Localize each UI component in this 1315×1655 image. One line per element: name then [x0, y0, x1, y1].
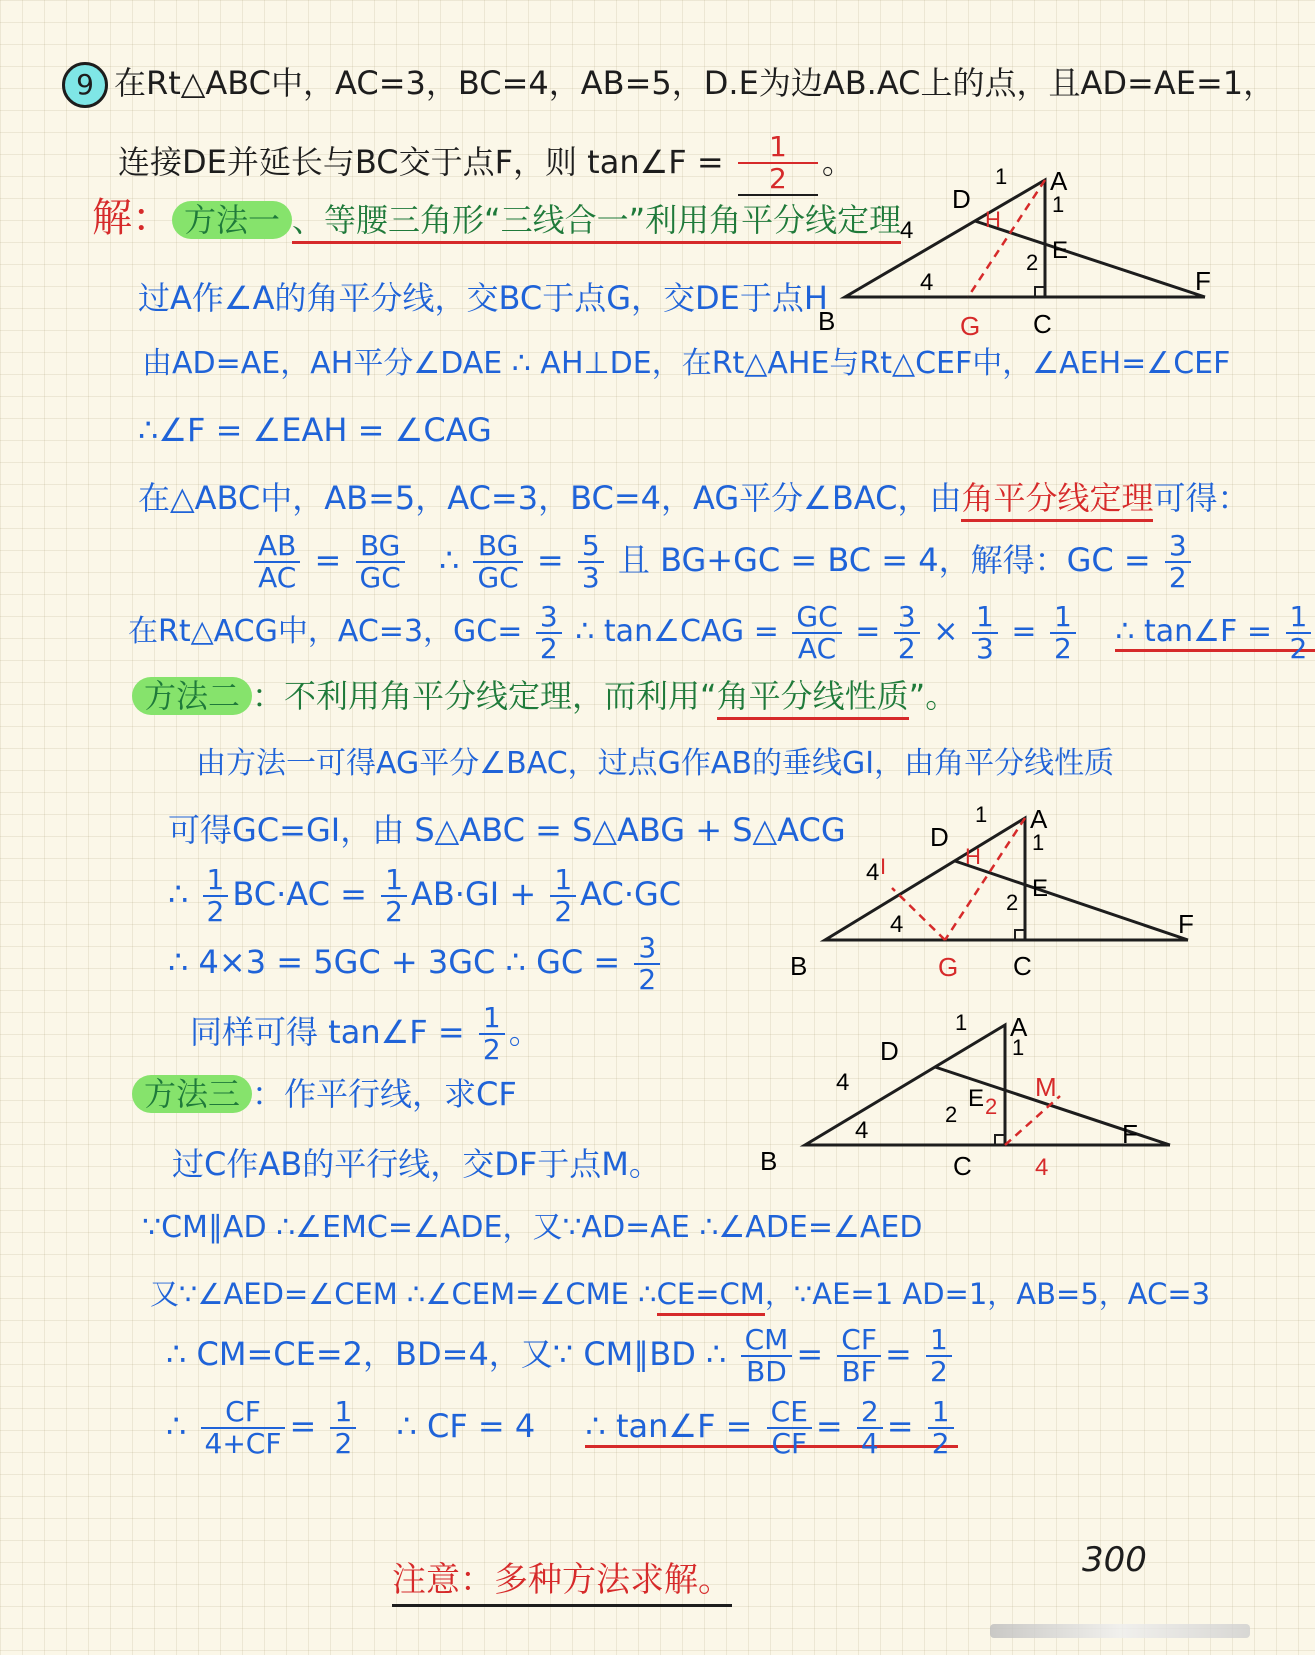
fig3-len-CF: 4 [1035, 1154, 1049, 1181]
method1-line-3: ∴∠F = ∠EAH = ∠CAG [138, 411, 492, 449]
method1-line-4: 在△ABC中，AB=5，AC=3，BC=4，AG平分∠BAC，由角平分线定理可得： [138, 478, 1249, 518]
problem-number: 9 [62, 62, 108, 108]
fig1-label-G: G [960, 311, 981, 341]
method2-line-4: ∴ 4×3 = 5GC + 3GC ∴ GC = $\frac{3}{2}$ [168, 930, 664, 994]
answer-fraction: $\frac{1}{2}$ [738, 132, 818, 196]
fig3-len-EC: 2 [945, 1102, 958, 1127]
fig1-len-AD: 1 [995, 164, 1008, 189]
method2-title: ：不利用角平分线定理，而利用“ [252, 677, 717, 715]
method1-line-1: 过A作∠A的角平分线，交BC于点G，交DE于点H [138, 279, 828, 317]
problem-text-1: 在Rt△ABC中，AC=3，BC=4，AB=5，D.E为边AB.AC上的点，且AD=AE=1， [114, 64, 1276, 102]
fig1-label-E: E [1052, 237, 1069, 264]
method3-result: ∴ tan∠F = $\frac{CE}{CF}$ = $\frac{2}{4}$ = $\frac{1}{2}$ [585, 1407, 957, 1448]
angle-bisector-theorem: 角平分线定理 [961, 479, 1153, 522]
jie-label: 解： [92, 195, 172, 241]
method3-tag: 方法三 [132, 1075, 252, 1113]
fig3-label-F: F [1122, 1119, 1138, 1149]
fig2-label-C: C [1013, 951, 1032, 981]
problem-text-2: 连接DE并延长与BC交于点F，则 tan∠F = [118, 143, 724, 181]
method1-tag: 方法一 [172, 201, 292, 239]
method3-line-1: 过C作AB的平行线，交DF于点M。 [172, 1145, 661, 1183]
fig2-len-EC: 2 [1006, 890, 1019, 915]
figure-3 [760, 1010, 1220, 1190]
problem-line-2 [118, 132, 854, 196]
fig1-label-H: H [985, 207, 1001, 232]
fig1-label-B: B [818, 306, 836, 336]
fig1-label-C: C [1033, 309, 1052, 339]
method3-title: ：作平行线，求CF [252, 1075, 517, 1113]
method2-line-2: 可得GC=GI，由 S△ABC = S△ABG + S△ACG [168, 811, 846, 849]
problem-line-1 [62, 62, 1275, 108]
fig2-label-A: A [1030, 804, 1048, 834]
method2-line-1: 由方法一可得AG平分∠BAC，过点G作AB的垂线GI，由角平分线性质 [196, 746, 1115, 781]
fig2-label-E: E [1032, 875, 1049, 902]
fig3-len-BC: 4 [855, 1117, 869, 1144]
method3-heading [132, 1074, 517, 1114]
fig2-label-F: F [1178, 909, 1194, 939]
fig2-label-D: D [930, 822, 949, 852]
fig1-len-BG: 4 [920, 269, 934, 296]
method1-line-2: 由AD=AE，AH平分∠DAE ∴ AH⊥DE，在Rt△AHE与Rt△CEF中，∠AEH=∠CEF [142, 346, 1231, 381]
fig1-label-D: D [952, 184, 971, 214]
fig3-label-C: C [953, 1151, 972, 1181]
fig3-len-CM: 2 [985, 1094, 998, 1119]
problem-end: 。 [821, 143, 854, 181]
method3-line-2: ∵CM∥AD ∴∠EMC=∠ADE，又∵AD=AE ∴∠ADE=∠AED [142, 1210, 923, 1245]
method2-heading: 方法二 ：不利用角平分线定理，而利用“角平分线性质”。 [132, 676, 957, 716]
ce-equals-cm: CE=CM [657, 1277, 765, 1316]
method1-title: 、等腰三角形“三线合一”利用角平分线定理 [292, 201, 901, 244]
fig1-label-A: A [1050, 166, 1068, 196]
watermark-bar [990, 1624, 1250, 1638]
figure-1 [800, 160, 1240, 350]
fig3-label-M: M [1035, 1072, 1057, 1102]
method3-line-4: ∴ CM=CE=2，BD=4，又∵ CM∥BD ∴ $\frac{CM}{BD}$ = $\frac{CF}{BF}$ = $\frac{1}{2}$ [166, 1322, 956, 1386]
fig2-label-I: I [880, 854, 887, 879]
fig2-len-AD: 1 [975, 802, 988, 827]
fig1-len-EC: 2 [1026, 250, 1039, 275]
fig3-label-B: B [760, 1146, 778, 1176]
method2-line-5: 同样可得 tan∠F = $\frac{1}{2}$ 。 [190, 1001, 541, 1066]
fig2-len-BG: 4 [890, 911, 904, 938]
fig2-label-G: G [938, 952, 959, 982]
method1-line-6: 在Rt△ACG中，AC=3，GC= $\frac{3}{2}$ ∴ tan∠CAG = $\frac{GC}{AC}$ = $\frac{3}{2}$ × $\frac{1}{3}$ = $\frac{1}{2}$ ∴ tan∠F = $\frac{1}{2}$ [128, 600, 1315, 664]
fig3-len-AD: 1 [955, 1010, 968, 1035]
figure-2 [780, 800, 1220, 990]
fig3-label-D: D [880, 1036, 899, 1066]
fig3-label-A: A [1010, 1012, 1028, 1042]
fig2-label-H: H [965, 844, 981, 869]
method1-line-5: $\frac{AB}{AC}$ = $\frac{BG}{GC}$ ∴ $\frac{BG}{GC}$ = $\frac{5}{3}$ 且 BG+GC = BC = 4，解得：GC = $\frac{3}{2}$ [250, 528, 1195, 592]
fig3-len-AE: 1 [1012, 1035, 1025, 1060]
fig2-len-BI: 4 [866, 859, 880, 886]
method3-line-5: ∴ $\frac{CF}{4+CF}$ = $\frac{1}{2}$ ∴ CF = 4 ∴ tan∠F = $\frac{CE}{CF}$ = $\frac{2}{4}$ = $\frac{1}{2}$ [166, 1394, 958, 1458]
fig2-len-AE: 1 [1032, 830, 1045, 855]
fig1-len-BD: 4 [900, 217, 914, 244]
method1-result: ∴ tan∠F = $\frac{1}{2}$ [1115, 614, 1315, 652]
page-number: 300 [1082, 1540, 1147, 1580]
fig1-label-F: F [1195, 266, 1211, 296]
method2-tag: 方法二 [132, 677, 252, 715]
note: 注意：多种方法求解。 [392, 1560, 732, 1607]
method2-line-3: ∴ $\frac{1}{2}$ BC·AC = $\frac{1}{2}$ AB·GI + $\frac{1}{2}$ AC·GC [168, 863, 682, 928]
fig3-len-BD: 4 [836, 1069, 850, 1096]
fig3-label-E: E [968, 1085, 985, 1112]
fig1-len-AE: 1 [1052, 192, 1065, 217]
method1-heading [92, 195, 902, 241]
method3-line-3: 又∵∠AED=∠CEM ∴∠CEM=∠CME ∴CE=CM，∵AE=1 AD=1，AB=5，AC=3 [150, 1274, 1210, 1314]
fig2-label-B: B [790, 951, 808, 981]
